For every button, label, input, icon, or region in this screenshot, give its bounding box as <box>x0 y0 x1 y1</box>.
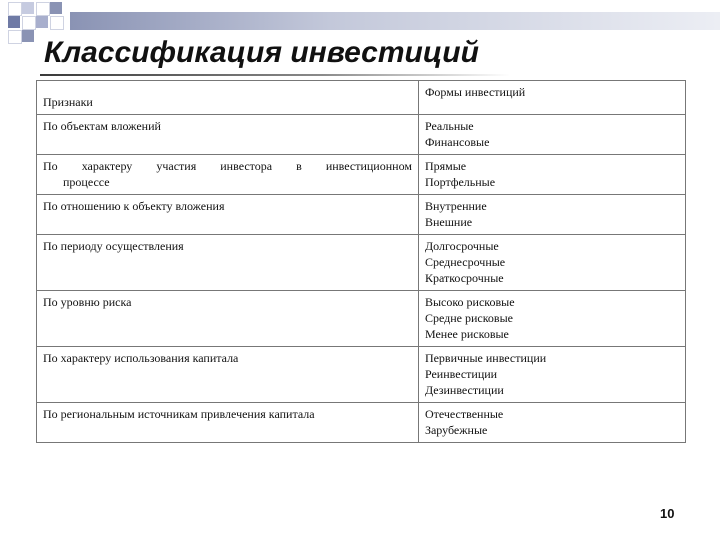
criterion-text: По уровню риска <box>43 295 132 309</box>
table-row <box>37 195 686 235</box>
table-row <box>37 291 686 347</box>
form-item: Высоко рисковые <box>424 295 515 309</box>
decor-square <box>50 2 62 14</box>
form-item: Финансовые <box>424 135 490 149</box>
header-decoration-bar <box>70 12 720 30</box>
forms-cell <box>418 195 685 235</box>
title-underline <box>40 74 510 76</box>
form-item: Отечественные <box>424 407 504 421</box>
criterion-cell <box>37 115 419 155</box>
forms-cell <box>418 291 685 347</box>
decor-square <box>22 16 36 30</box>
criterion-text: По характеру участия инвестора в инвестиционном <box>43 159 412 173</box>
header-criteria-label: Признаки <box>43 95 93 109</box>
criterion-text-continued: процессе <box>63 175 110 189</box>
form-item: Портфельные <box>424 175 496 189</box>
criterion-text: По отношению к объекту вложения <box>43 199 225 213</box>
form-item: Реинвестиции <box>424 367 498 381</box>
forms-cell <box>418 347 685 403</box>
form-item: Среднесрочные <box>424 255 506 269</box>
table-row <box>37 235 686 291</box>
form-item: Прямые <box>424 159 467 173</box>
form-item: Долгосрочные <box>424 239 499 253</box>
decor-square <box>22 2 34 14</box>
form-item: Первичные инвестиции <box>424 351 547 365</box>
decor-square <box>8 2 22 16</box>
decor-square <box>36 16 48 28</box>
classification-table <box>36 80 686 443</box>
form-item: Средне рисковые <box>424 311 513 325</box>
forms-cell <box>418 403 685 443</box>
form-item: Краткосрочные <box>424 271 504 285</box>
criterion-text: По объектам вложений <box>43 119 161 133</box>
decor-square <box>50 16 64 30</box>
criterion-cell <box>37 235 419 291</box>
criterion-text: По периоду осуществления <box>43 239 184 253</box>
form-item: Реальные <box>424 119 474 133</box>
criterion-cell <box>37 347 419 403</box>
decor-square <box>36 2 50 16</box>
form-item: Менее рисковые <box>424 327 509 341</box>
table-row <box>37 155 686 195</box>
table-row <box>37 403 686 443</box>
header-forms-label: Формы инвестиций <box>424 85 526 99</box>
form-item: Дезинвестиции <box>424 383 504 397</box>
form-item: Внутренние <box>424 199 487 213</box>
decor-square <box>22 30 34 42</box>
form-item: Зарубежные <box>424 423 488 437</box>
criterion-text: По региональным источникам привлечения капитала <box>43 407 315 421</box>
header-cell-forms <box>418 81 685 115</box>
slide-title: Классификация инвестиций <box>44 36 479 69</box>
forms-cell <box>418 115 685 155</box>
decor-square <box>8 16 20 28</box>
criterion-text: По характеру использования капитала <box>43 351 239 365</box>
table-row <box>37 347 686 403</box>
table-row <box>37 115 686 155</box>
form-item: Внешние <box>424 215 473 229</box>
criterion-cell <box>37 291 419 347</box>
criterion-cell <box>37 155 419 195</box>
table-header-row <box>37 81 686 115</box>
page-number: 10 <box>660 506 675 521</box>
header-cell-criteria <box>37 81 419 115</box>
criterion-cell <box>37 195 419 235</box>
decor-square <box>8 30 22 44</box>
forms-cell <box>418 155 685 195</box>
criterion-cell <box>37 403 419 443</box>
forms-cell <box>418 235 685 291</box>
